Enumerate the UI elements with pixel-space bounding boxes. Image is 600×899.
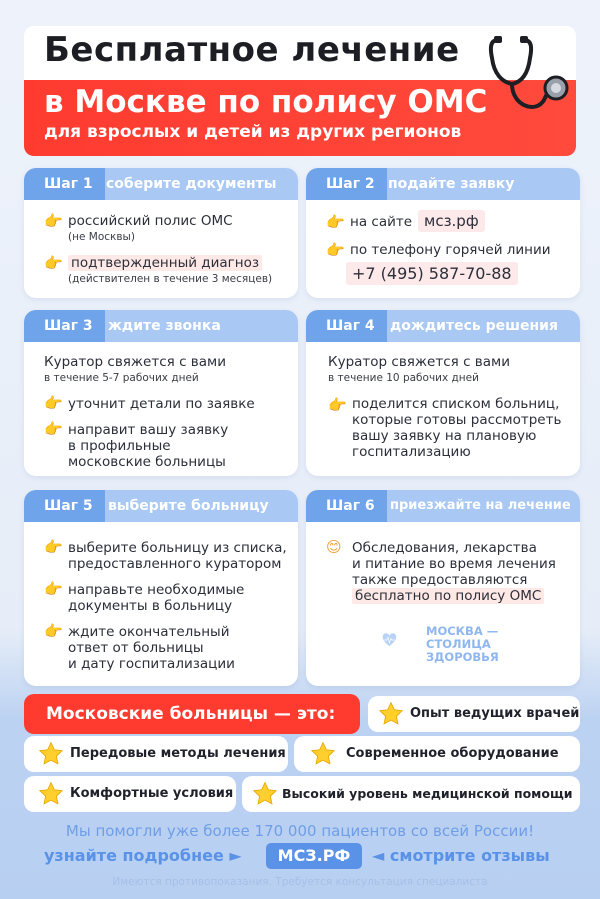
benefit-2	[24, 736, 288, 772]
page-tagline: для взрослых и детей из других регионов	[44, 122, 462, 142]
step-2-item-2: по телефону горячей линии	[350, 242, 551, 258]
step-4-item-1b: которые готовы рассмотреть	[352, 412, 562, 428]
step-1-item-1-note: (не Москвы)	[68, 231, 135, 243]
page-subtitle: в Москве по полису ОМС	[44, 84, 488, 120]
step-3-item-2c: московские больницы	[68, 454, 226, 470]
benefit-5-label: Высокий уровень медицинской помощи	[282, 786, 573, 801]
benefit-3-label: Современное оборудование	[346, 746, 559, 761]
star-icon	[38, 781, 64, 807]
step-4-item-1c: вашу заявку на плановую	[352, 428, 537, 444]
step-1-number: Шаг 1	[24, 168, 105, 200]
pointing-hand-icon: 👉	[328, 396, 347, 414]
step-2-title: подайте заявку	[388, 176, 515, 192]
step-3-item-1: уточнит детали по заявке	[68, 396, 255, 412]
footer-learn-more-link[interactable]: узнайте подробнее ►	[44, 846, 242, 865]
benefit-4	[24, 776, 236, 812]
footer-reviews-link[interactable]: ◄ смотрите отзывы	[372, 846, 550, 865]
logo-line-1: МОСКВА —	[426, 624, 499, 638]
logo-line-3: ЗДОРОВЬЯ	[426, 650, 499, 664]
smile-icon: 😊	[326, 538, 342, 556]
step-2-item-1: на сайте	[350, 214, 413, 230]
step-5-item-1b: предоставленного куратором	[68, 556, 282, 572]
pointing-hand-icon: 👉	[44, 394, 63, 412]
pointing-hand-icon: 👉	[44, 580, 63, 598]
benefit-3	[294, 736, 580, 772]
step-4-title: дождитесь решения	[390, 318, 558, 334]
pointing-hand-icon: 👉	[326, 241, 345, 259]
star-icon	[38, 741, 64, 767]
star-icon	[310, 741, 336, 767]
stethoscope-icon	[484, 34, 570, 118]
benefit-5	[242, 776, 580, 812]
pointing-hand-icon: 👉	[44, 212, 63, 230]
step-3-number: Шаг 3	[24, 310, 105, 342]
step-5-item-2a: направьте необходимые	[68, 582, 245, 598]
step-4-item-1a: поделится списком больниц,	[352, 396, 560, 412]
step-5-item-1a: выберите больницу из списка,	[68, 540, 287, 556]
benefits-heading: Московские больницы — это:	[24, 694, 360, 734]
step-6-item-1c: также предоставляются	[352, 572, 528, 588]
step-5-item-2b: документы в больницу	[68, 598, 233, 614]
step-5-item-3b: ответ от больницы	[68, 640, 204, 656]
step-6-item-1a: Обследования, лекарства	[352, 540, 537, 556]
footer-stats: Мы помогли уже более 170 000 пациентов со всей России!	[65, 822, 535, 840]
step-1-item-2: подтвержденный диагноз	[68, 255, 262, 271]
pointing-hand-icon: 👉	[44, 420, 63, 438]
step-5-title: выберите больницу	[108, 498, 269, 514]
step-3-lead: Куратор свяжется с вами	[44, 354, 226, 370]
pointing-hand-icon: 👉	[44, 622, 63, 640]
benefit-1	[368, 696, 580, 732]
pointing-hand-icon: 👉	[44, 538, 63, 556]
step-1-title: соберите документы	[106, 176, 277, 192]
benefit-2-label: Передовые методы лечения	[70, 746, 286, 761]
step-3-title: ждите звонка	[108, 318, 221, 334]
step-4-number: Шаг 4	[306, 310, 387, 342]
step-1-item-2-note: (действителен в течение 3 месяцев)	[68, 273, 273, 285]
step-6-number: Шаг 6	[306, 490, 387, 522]
step-3-item-2a: направит вашу заявку	[68, 422, 229, 438]
benefit-4-label: Комфортные условия	[70, 786, 234, 801]
step-4-lead: Куратор свяжется с вами	[328, 354, 510, 370]
star-icon	[378, 701, 404, 727]
benefit-1-label: Опыт ведущих врачей	[410, 706, 580, 721]
footer-site-link[interactable]: МСЗ.РФ	[266, 843, 362, 869]
step-4-item-1d: госпитализацию	[352, 444, 471, 460]
step-6-title: приезжайте на лечение	[390, 498, 571, 513]
step-6-item-1b: и питание во время лечения	[352, 556, 556, 572]
step-4-lead-note: в течение 10 рабочих дней	[328, 372, 479, 384]
step-1-item-1: российский полис ОМС	[68, 213, 233, 229]
step-6-item-1d: бесплатно по полису ОМС	[352, 588, 544, 604]
step-3-item-2b: в профильные	[68, 438, 171, 454]
footer-disclaimer: Имеются противопоказания. Требуется консультация специалиста	[112, 876, 488, 888]
pointing-hand-icon: 👉	[44, 254, 63, 272]
page-title: Бесплатное лечение	[44, 30, 460, 70]
step-2-phone[interactable]: +7 (495) 587-70-88	[346, 262, 518, 285]
step-2-site-link[interactable]: мсз.рф	[418, 210, 485, 232]
step-5-item-3c: и дату госпитализации	[68, 656, 235, 672]
step-5-item-3a: ждите окончательный	[68, 624, 230, 640]
step-2-number: Шаг 2	[306, 168, 387, 200]
step-3-lead-note: в течение 5-7 рабочих дней	[44, 372, 199, 384]
step-5-number: Шаг 5	[24, 490, 105, 522]
moscow-health-logo	[382, 618, 426, 662]
logo-line-2: СТОЛИЦА	[426, 637, 491, 651]
star-icon	[252, 781, 278, 807]
pointing-hand-icon: 👉	[326, 213, 345, 231]
